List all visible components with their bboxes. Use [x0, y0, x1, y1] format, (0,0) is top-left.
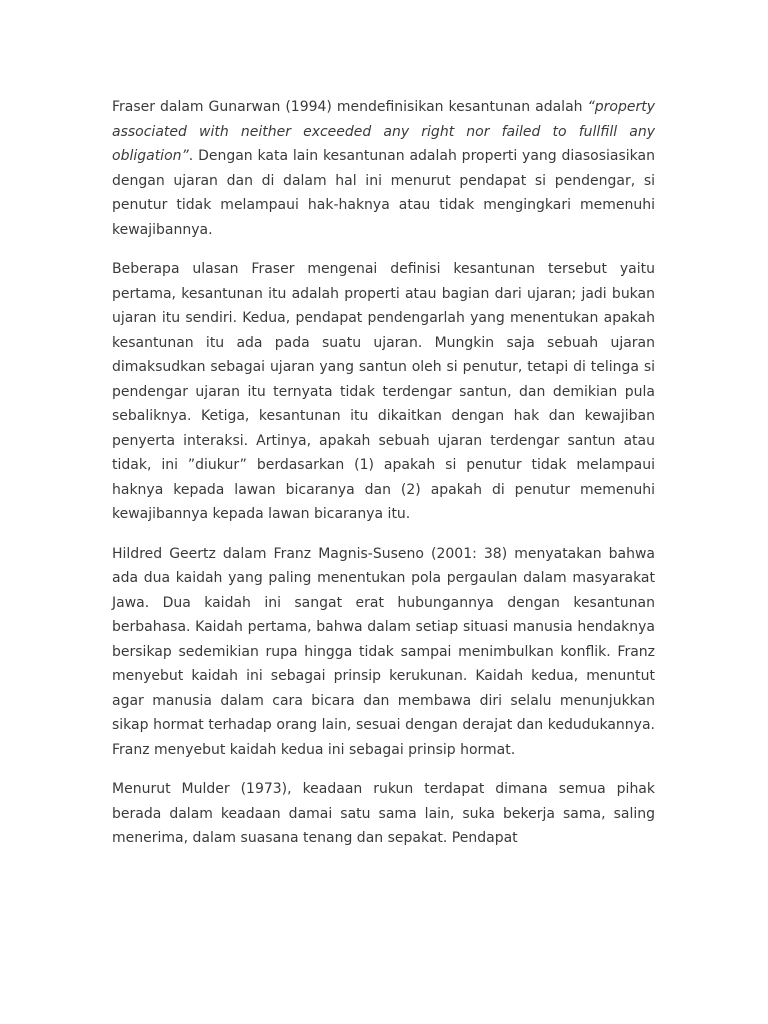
paragraph-text: . Dengan kata lain kesantunan adalah properti yang diasosiasikan dengan ujaran dan di dalam hal ini menurut pendapat si pendengar, si penutur tidak melampaui hak-haknya atau tidak mengingkari memenuhi kewajibannya. [112, 148, 655, 238]
quoted-definition: “property associated with neither exceeded any right nor failed to fullfill any obligation” [112, 99, 655, 164]
document-page [112, 95, 655, 866]
paragraph-geertz-rules: Hildred Geertz dalam Franz Magnis-Suseno (2001: 38) menyatakan bahwa ada dua kaidah yang paling menentukan pola pergaulan dalam masyarakat Jawa. Dua kaidah ini sangat erat hubungannya dengan kesantunan berbahasa. Kaidah pertama, bahwa dalam setiap situasi manusia hendaknya bersikap sedemikian rupa hingga tidak sampai menimbulkan konflik. Franz menyebut kaidah ini sebagai prinsip kerukunan. Kaidah kedua, menuntut agar manusia dalam cara bicara dan membawa diri selalu menunjukkan sikap hormat terhadap orang lain, sesuai dengan derajat dan kedudukannya. Franz menyebut kaidah kedua ini sebagai prinsip hormat. [112, 545, 655, 758]
paragraph-fraser-definition [112, 95, 655, 242]
paragraph-fraser-review: Beberapa ulasan Fraser mengenai definisi kesantunan tersebut yaitu pertama, kesantunan itu adalah properti atau bagian dari ujaran; jadi bukan ujaran itu sendiri. Kedua, pendapat pendengarlah yang menentukan apakah kesantunan itu ada pada suatu ujaran. Mungkin saja sebuah ujaran dimaksudkan sebagai ujaran yang santun oleh si penutur, tetapi di telinga si pendengar ujaran itu ternyata tidak terdengar santun, dan demikian pula sebaliknya. Ketiga, kesantunan itu dikaitkan dengan hak dan kewajiban penyerta interaksi. Artinya, apakah sebuah ujaran terdengar santun atau tidak, ini ”diukur” berdasarkan (1) apakah si penutur tidak melampaui haknya kepada lawan bicaranya dan (2) apakah di penutur memenuhi kewajibannya kepada lawan bicaranya itu. [112, 261, 655, 522]
paragraph-mulder: Menurut Mulder (1973), keadaan rukun terdapat dimana semua pihak berada dalam keadaan damai satu sama lain, suka bekerja sama, saling menerima, dalam suasana tenang dan sepakat. Pendapat [112, 781, 655, 846]
paragraph-text: Fraser dalam Gunarwan (1994) mendefinisikan kesantunan adalah [112, 99, 588, 115]
